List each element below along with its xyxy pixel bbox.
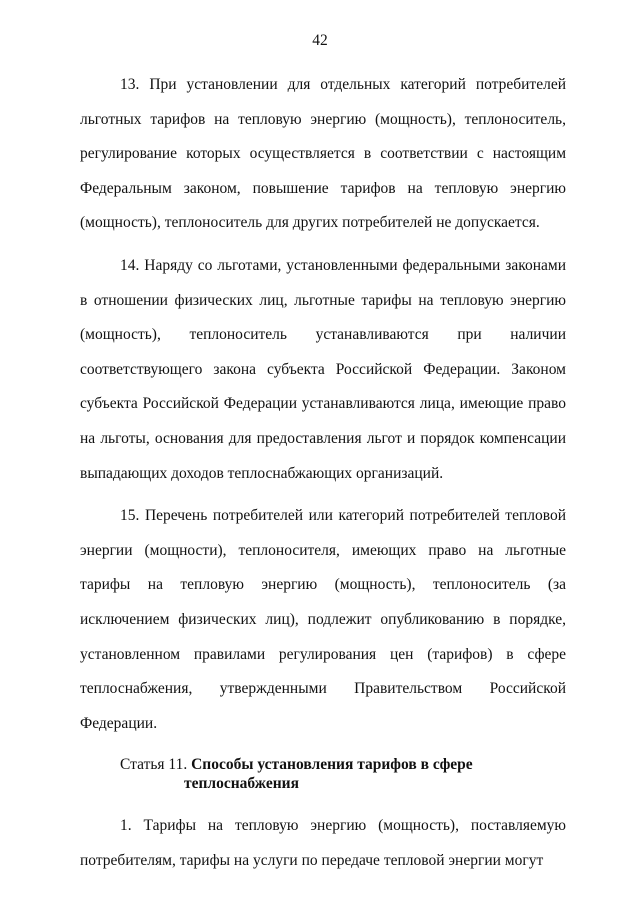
article-heading [80,755,566,793]
article-title-line2: теплоснабжения [184,775,299,793]
article-11-paragraph-1: 1. Тарифы на тепловую энергию (мощность), поставляемую потребителям, тарифы на услуги по передаче тепловой энергии могут [80,817,566,869]
paragraph-14: 14. Наряду со льготами, установленными федеральными законами в отношении физических лиц, льготные тарифы на тепловую энергию (мощность), теплоноситель устанавливаются при наличии соответствующего закона субъекта Российской Федерации. Законом субъекта Российской Федерации устанавливаются лица, имеющие право на льготы, основания для предоставления льгот и порядок компенсации выпадающих доходов теплоснабжающих организаций. [80,256,566,482]
article-title-line1: Способы установления тарифов в сфере [191,756,473,774]
document-body [80,68,566,886]
paragraph-13: 13. При установлении для отдельных категорий потребителей льготных тарифов на тепловую энергию (мощность), теплоноситель, регулирование которых осуществляется в соответствии с настоящим Федеральным законом, повышение тарифов на тепловую энергию (мощность), теплоноситель для других потребителей не допускается. [80,76,566,232]
article-label: Статья 11. [120,756,188,774]
page-number: 42 [312,32,328,49]
paragraph-15: 15. Перечень потребителей или категорий потребителей тепловой энергии (мощности), теплоносителя, имеющих право на льготные тарифы на тепловую энергию (мощность), теплоноситель (за исключением физических лиц), подлежит опубликованию в порядке, установленном правилами регулирования цен (тарифов) в сфере теплоснабжения, утвержденными Правительством Российской Федерации. [80,507,566,732]
